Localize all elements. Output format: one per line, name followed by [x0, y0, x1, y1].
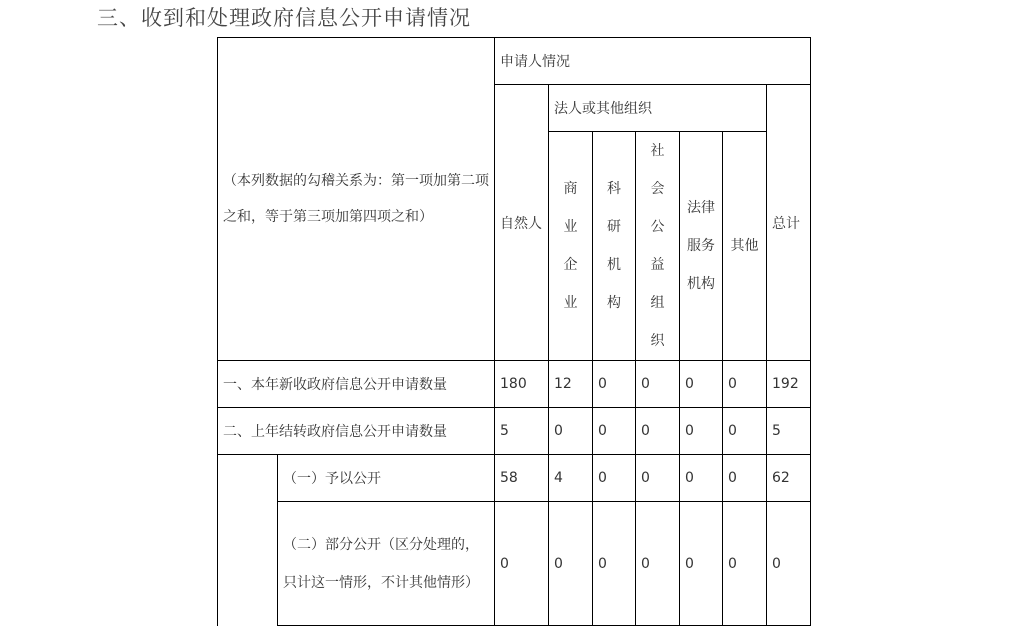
col-legal-service-org: 法律服务机构 — [680, 132, 723, 361]
legal-entity-header: 法人或其他组织 — [549, 85, 767, 132]
col-social-welfare-org: 社会公益组织 — [636, 132, 680, 361]
value-cell: 5 — [767, 408, 811, 455]
col-commercial-enterprise: 商业企业 — [549, 132, 593, 361]
value-cell: 12 — [549, 361, 593, 408]
value-cell: 0 — [767, 502, 811, 626]
row-label: （二）部分公开（区分处理的，只计这一情形，不计其他情形） — [278, 502, 495, 626]
applicant-header: 申请人情况 — [495, 38, 811, 85]
value-cell: 0 — [593, 361, 636, 408]
corner-note: （本列数据的勾稽关系为：第一项加第二项之和，等于第三项加第四项之和） — [223, 173, 489, 225]
table-row — [218, 361, 811, 408]
value-cell: 180 — [495, 361, 549, 408]
value-cell: 0 — [549, 502, 593, 626]
col-total: 总计 — [767, 85, 811, 361]
value-cell: 0 — [636, 455, 680, 502]
row-label: 二、上年结转政府信息公开申请数量 — [218, 408, 495, 455]
table-row — [218, 408, 811, 455]
value-cell: 0 — [593, 502, 636, 626]
col-natural-person: 自然人 — [495, 85, 549, 361]
value-cell: 0 — [495, 502, 549, 626]
value-cell: 4 — [549, 455, 593, 502]
value-cell: 0 — [723, 408, 767, 455]
value-cell: 0 — [723, 361, 767, 408]
value-cell: 0 — [549, 408, 593, 455]
value-cell: 192 — [767, 361, 811, 408]
col-research-institution: 科研机构 — [593, 132, 636, 361]
application-stats-table — [217, 37, 811, 626]
value-cell: 0 — [593, 455, 636, 502]
value-cell: 0 — [636, 502, 680, 626]
value-cell: 58 — [495, 455, 549, 502]
value-cell: 0 — [723, 455, 767, 502]
value-cell: 0 — [680, 502, 723, 626]
value-cell: 5 — [495, 408, 549, 455]
value-cell: 0 — [680, 361, 723, 408]
value-cell: 0 — [680, 455, 723, 502]
row-label: （一）予以公开 — [278, 455, 495, 502]
value-cell: 62 — [767, 455, 811, 502]
group-spacer-cell — [218, 455, 278, 626]
col-other: 其他 — [723, 132, 767, 361]
value-cell: 0 — [593, 408, 636, 455]
value-cell: 0 — [680, 408, 723, 455]
section-heading: 三、收到和处理政府信息公开申请情况 — [97, 6, 471, 30]
value-cell: 0 — [636, 408, 680, 455]
table-row — [218, 455, 811, 502]
value-cell: 0 — [636, 361, 680, 408]
value-cell: 0 — [723, 502, 767, 626]
corner-note-cell — [218, 38, 495, 361]
table-row — [218, 502, 811, 626]
row-label: 一、本年新收政府信息公开申请数量 — [218, 361, 495, 408]
